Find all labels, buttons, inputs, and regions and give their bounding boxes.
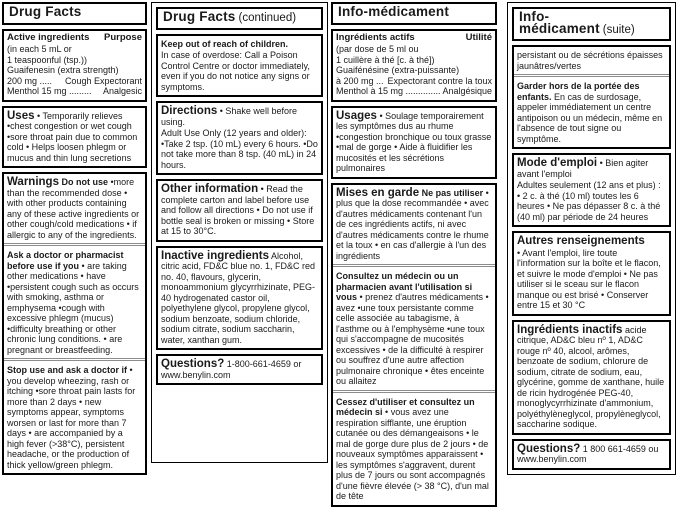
ingredient-name: Menthol 15 mg ......... [7, 86, 92, 96]
usages-box [331, 106, 497, 179]
mode-demploi-heading: Mode d'emploi [517, 157, 598, 169]
other-information-box [156, 179, 323, 242]
questions-heading: Questions? [161, 358, 225, 370]
info-medicament-suite-title: Info-médicament [519, 9, 600, 36]
ingredients-inactifs-section [517, 324, 666, 430]
info-medicament-title: Info-médicament [338, 4, 450, 19]
purpose-heading: Purpose [103, 31, 142, 43]
directions-section [161, 105, 318, 127]
active-ingredients-box [2, 29, 147, 102]
section-divider [514, 74, 669, 77]
mode-demploi-text: • Bien agiter avant l'emploi [517, 158, 649, 179]
questions-contact-text-fr: 1 800 661-4659 ou www.benylin.com [517, 443, 659, 464]
uses-heading: Uses [7, 109, 35, 122]
ingredients-actifs-box [331, 29, 497, 102]
ingredients-actifs-header [336, 33, 492, 45]
info-medicament-suite-column [507, 2, 676, 475]
other-information-section [161, 183, 318, 237]
consultez-text: • prenez d'autres médicaments • avez •une toux persistante comme celle associée au tabagisme, à l'asthme ou à l'emphysème •une toux qui s'accompagne de mucosités excessives • de la difficulté à respirer ou souffrez d'une autre affection pulmonaire chronique • êtes enceinte ou allaitez [336, 292, 489, 386]
mode-demploi-section [517, 157, 666, 179]
warnings-section [7, 176, 142, 240]
section-divider [4, 243, 145, 246]
questions-section-fr [517, 443, 666, 465]
ingredients-inactifs-box [512, 320, 671, 435]
questions-heading-fr: Questions? [517, 442, 581, 455]
mises-en-garde-heading: Mises en garde [336, 186, 420, 199]
section-divider [4, 358, 145, 361]
ingredient-name: Menthol à 15 mg .............. [336, 86, 441, 96]
keep-out-of-reach-heading: Keep out of reach of children. [161, 38, 289, 49]
questions-box [156, 354, 323, 385]
dose-line: (in each 5 mL or [7, 44, 72, 54]
ingredient-purpose: Cough Expectorant [64, 75, 142, 86]
cessez-text: • vous avez une respiration sifflante, une éruption cutanée ou des démangeaisons • le mal de gorge dure plus de 2 jours • de nouveaux symptômes apparaissent • les symptômes s'aggravent, durent plus de 7 jours ou sont accompagnés d'une fièvre élevée (> 38 °C), d'un mal de tête [336, 407, 489, 501]
ingredient-name: à 200 mg ... [336, 75, 384, 86]
drug-facts-title-box [2, 2, 147, 25]
directions-adult-use-text: Adult Use Only (12 years and older): •Take 2 tsp. (10 mL) every 6 hours. •Do not take more than 8 tsp. (40 mL) in 24 hours. [161, 128, 318, 170]
questions-box-fr [512, 439, 671, 470]
active-ingredients-header [7, 33, 142, 45]
inactive-ingredients-box [156, 246, 323, 351]
keep-out-of-reach-section [161, 38, 318, 93]
stop-use-heading: Stop use and ask a doctor if [7, 365, 128, 375]
stop-use-text: • you develop wheezing, rash or itching •sore throat pain lasts for more than 2 days • new symptoms appear, symptoms worsen or last for more than 7 days • are accompanied by a high fever (>38°C), persistent headache, or the production of thick yellow/green phlegm. [7, 365, 136, 470]
mises-en-garde-section [336, 187, 492, 262]
ask-doctor-heading: Ask a doctor or pharmacist before use if you [7, 250, 124, 271]
ingredient-purpose: Expectorant contre la toux [387, 75, 492, 86]
uses-text: • Temporarily relieves •chest congestion or wet cough •sore throat pain due to common cold • Helps loosen phlegm or mucus and thin lung secretions [7, 110, 138, 163]
other-information-heading: Other information [161, 183, 259, 195]
warnings-box [2, 172, 147, 475]
section-divider [333, 264, 495, 267]
suite-suffix: (suite) [602, 23, 635, 36]
inactive-ingredients-heading: Inactive ingredients [161, 249, 270, 262]
section-divider [333, 390, 495, 393]
drug-facts-continued-title-box [156, 7, 323, 30]
mises-en-garde-text: • plus que la dose recommandée • avec d'autres médicaments contenant l'un de ces ingrédients actifs, ni avec d'autres médicaments contre le rhume et la toux • en cas d'allergie à l'un des ingrédients [336, 187, 489, 261]
dose-line: (par dose de 5 ml ou [336, 44, 419, 54]
warnings-heading: Warnings [7, 176, 59, 188]
stop-use-section [7, 364, 142, 470]
cessez-heading: Cessez d'utiliser et consultez un médecin si [336, 396, 475, 417]
ingredient-purpose: Analgesic [102, 86, 142, 96]
usages-text: • Soulage temporairement les symptômes dus au rhume •congestion bronchique ou toux grasse •mal de gorge • Aide à fluidifier les mucosités et les sécrétions pulmonaires [336, 110, 492, 173]
inactive-ingredients-text: Alcohol, citric acid, FD&C blue no. 1, FD&C red no. 40, flavours, glycerin, monoammonium glycyrrhizinate, PEG-40 hydrogenated castor oil, polyethylene glycol, propylene glycol, sodium benzoate, sodium chloride, sodium citrate, sodium saccharin, water, xanthan gum. [161, 250, 316, 345]
ne-pas-utiliser-heading: Ne pas utiliser [421, 187, 484, 198]
ingredient-row [7, 86, 142, 97]
info-medicament-column [331, 2, 497, 507]
drug-facts-continued-column [151, 2, 328, 463]
continuation-garder-box [512, 45, 671, 149]
uses-section [7, 110, 142, 164]
uses-box [2, 106, 147, 169]
keep-out-of-reach-text: In case of overdose: Call a Poison Control Centre or doctor immediately, even if you do not notice any signs or symptoms. [161, 50, 310, 92]
drug-facts-continued-title: Drug Facts [163, 9, 236, 24]
mode-demploi-adultes-text: Adultes seulement (12 ans et plus) : • 2 c. à thé (10 ml) toutes les 6 heures • Ne pas dépasser 8 c. à thé (40 ml) par période de 24 heures [517, 180, 661, 222]
active-ingredients-heading: Active ingredients [7, 31, 90, 43]
consultez-heading: Consultez un médecin ou un pharmacien avant l'utilisation si vous [336, 271, 473, 302]
directions-heading: Directions [161, 105, 218, 117]
continued-suffix: (continued) [238, 12, 297, 24]
questions-section [161, 358, 318, 380]
usages-section [336, 110, 492, 174]
autres-renseignements-box [512, 231, 671, 316]
info-medicament-suite-title-box [512, 7, 671, 41]
consultez-section [336, 270, 492, 387]
ingredients-inactifs-text: acide citrique, AD&C bleu nº 1, AD&C rouge nº 40, alcool, arômes, benzoate de sodium, chlorure de sodium, citrate de sodium, eau, glycérine, gomme de xanthane, huile de ricin hydrogénée PEG-40, monoglycyrrhizinate d'ammonium, polyéthylèneglycol, propylèneglycol, saccharine sodique. [517, 324, 665, 429]
dose-line: 1 teaspoonful (tsp.)) [7, 54, 88, 65]
mode-demploi-box [512, 153, 671, 227]
other-information-text: • Read the complete carton and label before use and follow all directions • Do not use if bottle seal is broken or missing • Store at 15 to 30°C. [161, 184, 315, 236]
ingredient-row [336, 76, 492, 87]
autres-renseignements-heading: Autres renseignements [517, 235, 645, 247]
ask-doctor-section [7, 249, 142, 355]
cessez-section [336, 396, 492, 502]
keep-out-of-reach-box [156, 34, 323, 98]
drug-facts-column [2, 2, 147, 475]
directions-box [156, 101, 323, 175]
dose-line: 1 cuillère à thé [c. à thé]) [336, 54, 435, 65]
mises-en-garde-box [331, 183, 497, 507]
ingredient-line: Guaifenesin (extra strength) [7, 65, 119, 75]
questions-contact-text: 1-800-661-4659 or www.benylin.com [161, 359, 302, 380]
cessez-continuation-text: persistant ou de sécrétions épaisses jaunâtres/vertes [517, 50, 663, 71]
usages-heading: Usages [336, 109, 377, 122]
directions-text: • Shake well before using. [161, 106, 297, 127]
ingredient-name: 200 mg ..... [7, 75, 53, 86]
warnings-text: •more than the recommended dose • with other products containing any of these active ingredients or other cough/cold medications • if allergic to any of the ingredients. [7, 177, 140, 240]
ingredient-row [336, 86, 492, 97]
ask-doctor-text: • are taking other medications • have •persistent cough such as occurs with smoking, asthma or emphysema •cough with excessive phlegm (mucus) •difficulty breathing or other chronic lung conditions. • are pregnant or breastfeeding. [7, 260, 139, 355]
autres-renseignements-section [517, 235, 666, 311]
ingredient-row [7, 76, 142, 87]
ingredients-actifs-heading: Ingrédients actifs [336, 31, 415, 43]
garder-text: En cas de surdosage, appeler immédiatement un centre antipoison ou un médecin, même en l'absence de tout signe ou symptôme. [517, 91, 663, 144]
drug-facts-title: Drug Facts [9, 4, 82, 19]
inactive-ingredients-section [161, 250, 318, 346]
garder-heading: Garder hors de la portée des enfants. [517, 81, 640, 102]
ingredient-line: Guaifénésine (extra-puissante) [336, 65, 460, 75]
utilite-heading: Utilité [465, 31, 492, 43]
garder-section [517, 80, 666, 144]
ingredient-purpose: Analgésique [442, 86, 492, 96]
ingredients-inactifs-heading: Ingrédients inactifs [517, 323, 623, 336]
autres-renseignements-text: • Avant l'emploi, lire toute l'information sur la boîte et le flacon, et suivre le mode d'emploi • Ne pas utiliser si le sceau sur le flacon manque ou est brisé • Conserver entre 15 et 30 °C [517, 247, 661, 310]
do-not-use-heading: Do not use [61, 177, 108, 187]
info-medicament-title-box [331, 2, 497, 25]
